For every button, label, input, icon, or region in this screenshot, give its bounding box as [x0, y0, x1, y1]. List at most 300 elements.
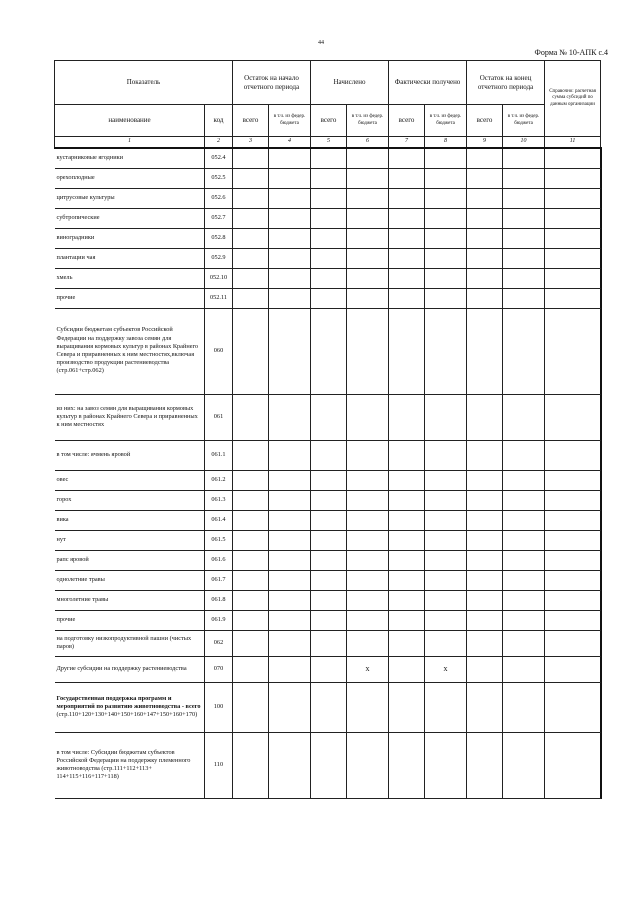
row-code: 061.5 — [205, 530, 233, 550]
received-header: Фактически получено — [389, 61, 467, 105]
value-cell — [233, 682, 269, 732]
value-cell — [347, 208, 389, 228]
value-cell — [389, 470, 425, 490]
row-name — [55, 208, 205, 228]
value-cell — [311, 510, 347, 530]
value-cell — [389, 268, 425, 288]
value-cell — [425, 208, 467, 228]
value-cell — [347, 610, 389, 630]
value-cell — [503, 530, 545, 550]
column-number: 5 — [311, 137, 347, 149]
value-cell — [311, 188, 347, 208]
value-cell — [347, 248, 389, 268]
value-cell — [467, 288, 503, 308]
value-cell — [347, 148, 389, 168]
value-cell — [503, 510, 545, 530]
value-cell — [233, 440, 269, 470]
value-cell — [233, 732, 269, 798]
total-header: всего — [389, 105, 425, 137]
value-cell — [389, 288, 425, 308]
row-name-text: прочие — [56, 293, 76, 301]
value-cell — [545, 530, 601, 550]
row-name-text: в том числе: Субсидии бюджетам субъектов Российской Федерации на поддержку племенного животноводства (стр.111+112+113+ 114+115+116+117+118) — [56, 748, 191, 781]
value-cell — [347, 590, 389, 610]
value-cell — [311, 550, 347, 570]
value-cell — [347, 308, 389, 394]
value-cell — [233, 268, 269, 288]
value-cell — [425, 440, 467, 470]
value-cell — [269, 168, 311, 188]
value-cell — [503, 630, 545, 656]
row-name — [55, 440, 205, 470]
row-name-text: рапс яровой — [56, 555, 89, 563]
value-cell — [467, 188, 503, 208]
row-name — [55, 490, 205, 510]
value-cell — [311, 208, 347, 228]
value-cell — [233, 228, 269, 248]
value-cell — [503, 228, 545, 248]
row-name — [55, 732, 205, 798]
value-cell — [233, 394, 269, 440]
value-cell — [311, 732, 347, 798]
row-name-text: виноградники — [56, 233, 95, 241]
value-cell — [503, 440, 545, 470]
value-cell — [545, 394, 601, 440]
row-code: 052.10 — [205, 268, 233, 288]
value-cell — [503, 590, 545, 610]
row-name-text: цитрусовые культуры — [56, 193, 115, 201]
row-code: 052.5 — [205, 168, 233, 188]
value-cell — [545, 268, 601, 288]
value-cell — [467, 610, 503, 630]
value-cell — [347, 288, 389, 308]
value-cell — [269, 188, 311, 208]
table-row — [55, 288, 601, 308]
row-name — [55, 228, 205, 248]
row-name-text: плантации чая — [56, 253, 96, 261]
row-name-text: Другие субсидии на поддержку растениеводства — [56, 664, 187, 672]
value-cell — [503, 682, 545, 732]
row-name-text: в том числе: ячмень яровой — [56, 450, 131, 458]
value-cell — [269, 656, 311, 682]
value-cell — [389, 550, 425, 570]
value-cell — [503, 288, 545, 308]
value-cell — [389, 208, 425, 228]
value-cell — [269, 590, 311, 610]
row-code: 061.6 — [205, 550, 233, 570]
value-cell — [269, 630, 311, 656]
value-cell — [389, 610, 425, 630]
reference-header: Справочно: расчетная сумма субсидий по данным организации — [545, 61, 601, 137]
row-name — [55, 148, 205, 168]
report-table — [54, 60, 602, 799]
total-header: всего — [311, 105, 347, 137]
table-row — [55, 208, 601, 228]
row-name — [55, 470, 205, 490]
value-cell — [311, 530, 347, 550]
row-code: 061.3 — [205, 490, 233, 510]
federal-header: в т.ч. из федер. бюджета — [425, 105, 467, 137]
value-cell — [503, 490, 545, 510]
row-name — [55, 288, 205, 308]
value-cell — [311, 288, 347, 308]
federal-header: в т.ч. из федер. бюджета — [347, 105, 389, 137]
value-cell — [425, 682, 467, 732]
row-name-text: кустарниковые ягодники — [56, 154, 124, 162]
row-name-text: горох — [56, 495, 72, 503]
value-cell — [311, 148, 347, 168]
value-cell — [545, 228, 601, 248]
value-cell — [269, 148, 311, 168]
column-number-row — [55, 137, 601, 149]
value-cell — [425, 490, 467, 510]
value-cell — [503, 550, 545, 570]
value-cell — [233, 530, 269, 550]
value-cell — [545, 168, 601, 188]
value-cell — [467, 208, 503, 228]
row-name-text: однолетние травы — [56, 575, 105, 583]
row-name-text: орехоплодные — [56, 173, 95, 181]
value-cell — [425, 268, 467, 288]
value-cell — [545, 682, 601, 732]
value-cell — [389, 530, 425, 550]
value-cell — [269, 490, 311, 510]
value-cell — [233, 308, 269, 394]
value-cell — [269, 248, 311, 268]
value-cell — [269, 268, 311, 288]
value-cell — [389, 732, 425, 798]
value-cell — [347, 394, 389, 440]
value-cell — [545, 732, 601, 798]
value-cell — [545, 656, 601, 682]
value-cell — [389, 148, 425, 168]
row-code: 061.4 — [205, 510, 233, 530]
value-cell — [311, 228, 347, 248]
value-cell — [467, 308, 503, 394]
value-cell — [545, 490, 601, 510]
column-number: 7 — [389, 137, 425, 149]
value-cell — [425, 188, 467, 208]
value-cell — [467, 550, 503, 570]
value-cell — [347, 530, 389, 550]
closing-balance-header: Остаток на конец отчетного периода — [467, 61, 545, 105]
value-cell — [545, 470, 601, 490]
value-cell — [233, 490, 269, 510]
table-row — [55, 732, 601, 798]
value-cell — [311, 394, 347, 440]
value-cell — [503, 208, 545, 228]
name-header: наименование — [55, 105, 205, 137]
value-cell — [467, 682, 503, 732]
value-cell — [425, 510, 467, 530]
value-cell — [425, 168, 467, 188]
value-cell — [233, 248, 269, 268]
value-cell — [425, 228, 467, 248]
value-cell — [467, 656, 503, 682]
value-cell — [425, 248, 467, 268]
value-cell — [467, 530, 503, 550]
value-cell — [233, 288, 269, 308]
value-cell — [233, 590, 269, 610]
row-name-text: из них: на завоз семян для выращивания кормовых культур в районах Крайнего Севера и приравненных к ним местностях — [56, 404, 198, 429]
row-name — [55, 248, 205, 268]
value-cell — [467, 490, 503, 510]
row-code: 052.11 — [205, 288, 233, 308]
form-title: Форма № 10-АПК с.4 — [534, 48, 608, 57]
value-cell — [269, 394, 311, 440]
value-cell — [233, 168, 269, 188]
federal-header: в т.ч. из федер. бюджета — [269, 105, 311, 137]
row-name — [55, 682, 205, 732]
column-number: 4 — [269, 137, 311, 149]
value-cell — [389, 630, 425, 656]
value-cell — [269, 732, 311, 798]
value-cell — [347, 570, 389, 590]
value-cell — [389, 228, 425, 248]
value-cell — [545, 308, 601, 394]
value-cell — [347, 440, 389, 470]
row-code: 100 — [205, 682, 233, 732]
value-cell — [389, 682, 425, 732]
row-code: 052.4 — [205, 148, 233, 168]
value-cell — [467, 394, 503, 440]
accrued-header: Начислено — [311, 61, 389, 105]
value-cell — [467, 732, 503, 798]
row-name-text: вика — [56, 515, 69, 523]
table-row — [55, 550, 601, 570]
row-code: 052.7 — [205, 208, 233, 228]
row-code: 052.8 — [205, 228, 233, 248]
indicator-header: Показатель — [55, 61, 233, 105]
value-cell — [233, 510, 269, 530]
value-cell — [311, 268, 347, 288]
value-cell — [545, 630, 601, 656]
value-cell — [269, 682, 311, 732]
row-name — [55, 610, 205, 630]
value-cell — [467, 470, 503, 490]
value-cell — [425, 394, 467, 440]
table-row — [55, 590, 601, 610]
table-row — [55, 570, 601, 590]
value-cell — [347, 228, 389, 248]
table-row — [55, 268, 601, 288]
table-row — [55, 394, 601, 440]
value-cell — [545, 610, 601, 630]
value-cell — [503, 470, 545, 490]
value-cell — [467, 268, 503, 288]
row-code: 070 — [205, 656, 233, 682]
value-cell — [269, 308, 311, 394]
value-cell — [311, 656, 347, 682]
column-number: 8 — [425, 137, 467, 149]
row-code: 060 — [205, 308, 233, 394]
value-cell — [425, 630, 467, 656]
row-name-text: на подготовку низкопродуктивной пашни (чистых паров) — [56, 634, 192, 650]
value-cell — [425, 308, 467, 394]
table-row — [55, 610, 601, 630]
table-row — [55, 440, 601, 470]
value-cell — [389, 188, 425, 208]
value-cell — [425, 550, 467, 570]
value-cell — [269, 610, 311, 630]
value-cell — [503, 248, 545, 268]
value-cell — [233, 550, 269, 570]
row-name — [55, 630, 205, 656]
value-cell — [389, 570, 425, 590]
value-cell — [425, 530, 467, 550]
value-cell — [389, 248, 425, 268]
table-row — [55, 308, 601, 394]
code-header: код — [205, 105, 233, 137]
row-name — [55, 656, 205, 682]
value-cell — [233, 208, 269, 228]
value-cell — [269, 228, 311, 248]
row-name-text: (стр.110+120+130+140+150+160+147+150+160+170) — [56, 711, 198, 719]
row-name — [55, 530, 205, 550]
value-cell — [503, 570, 545, 590]
value-cell — [545, 570, 601, 590]
value-cell — [389, 440, 425, 470]
value-cell — [545, 248, 601, 268]
value-cell — [269, 510, 311, 530]
value-cell — [425, 570, 467, 590]
value-cell — [311, 630, 347, 656]
table-row — [55, 682, 601, 732]
table-row — [55, 630, 601, 656]
value-cell — [545, 288, 601, 308]
value-cell — [233, 470, 269, 490]
value-cell — [269, 470, 311, 490]
table-row — [55, 490, 601, 510]
row-name-text: прочие — [56, 615, 76, 623]
value-cell — [389, 308, 425, 394]
value-cell — [503, 168, 545, 188]
row-name — [55, 570, 205, 590]
table-row — [55, 148, 601, 168]
value-cell — [233, 188, 269, 208]
value-cell — [425, 288, 467, 308]
value-cell — [467, 510, 503, 530]
page-number: 44 — [318, 40, 324, 46]
row-code: 110 — [205, 732, 233, 798]
value-cell — [269, 570, 311, 590]
column-number: 3 — [233, 137, 269, 149]
column-number: 6 — [347, 137, 389, 149]
row-name-bold: Государственная поддержка программ и мероприятий по развитию животноводства - всего — [56, 694, 201, 710]
value-cell — [467, 440, 503, 470]
value-cell — [311, 590, 347, 610]
value-cell — [311, 610, 347, 630]
value-cell — [233, 570, 269, 590]
value-cell — [467, 228, 503, 248]
value-cell — [233, 148, 269, 168]
total-header: всего — [233, 105, 269, 137]
table-row — [55, 188, 601, 208]
value-cell — [347, 510, 389, 530]
row-name-text: нут — [56, 535, 66, 543]
row-code: 061.2 — [205, 470, 233, 490]
value-cell — [467, 148, 503, 168]
value-cell — [503, 308, 545, 394]
value-cell — [311, 682, 347, 732]
row-name-text: субтропические — [56, 213, 100, 221]
total-header: всего — [467, 105, 503, 137]
value-cell — [467, 630, 503, 656]
value-cell — [269, 440, 311, 470]
value-cell — [347, 168, 389, 188]
value-cell — [545, 208, 601, 228]
value-cell — [467, 590, 503, 610]
table-row — [55, 248, 601, 268]
value-cell: x — [347, 656, 389, 682]
value-cell — [545, 148, 601, 168]
row-name — [55, 510, 205, 530]
row-code: 052.9 — [205, 248, 233, 268]
column-number: 10 — [503, 137, 545, 149]
value-cell — [269, 288, 311, 308]
row-name-text: хмель — [56, 273, 73, 281]
row-name-text: овес — [56, 475, 69, 483]
column-number: 1 — [55, 137, 205, 149]
value-cell — [425, 148, 467, 168]
value-cell — [347, 550, 389, 570]
row-name — [55, 550, 205, 570]
value-cell — [311, 570, 347, 590]
table-row — [55, 470, 601, 490]
row-name — [55, 590, 205, 610]
value-cell — [347, 732, 389, 798]
row-name-text: Субсидии бюджетам субъектов Российской Федерации на поддержку завоза семян для выращивания кормовых культур в районах Крайнего Севера и приравненных к ним местностях,включая производство продукции растениеводства (стр.061+стр.062) — [56, 326, 199, 375]
federal-header: в т.ч. из федер. бюджета — [503, 105, 545, 137]
row-name — [55, 394, 205, 440]
value-cell — [347, 682, 389, 732]
value-cell — [425, 470, 467, 490]
value-cell — [503, 610, 545, 630]
value-cell — [311, 470, 347, 490]
opening-balance-header: Остаток на начало отчетного периода — [233, 61, 311, 105]
table-row — [55, 168, 601, 188]
row-code: 052.6 — [205, 188, 233, 208]
value-cell — [467, 248, 503, 268]
value-cell — [347, 188, 389, 208]
value-cell — [503, 394, 545, 440]
table-row — [55, 228, 601, 248]
value-cell — [503, 656, 545, 682]
value-cell — [269, 550, 311, 570]
table-row — [55, 510, 601, 530]
row-name — [55, 268, 205, 288]
value-cell — [545, 510, 601, 530]
value-cell — [389, 510, 425, 530]
value-cell — [347, 490, 389, 510]
value-cell — [233, 656, 269, 682]
value-cell — [311, 440, 347, 470]
value-cell — [545, 188, 601, 208]
value-cell — [545, 440, 601, 470]
value-cell — [503, 148, 545, 168]
row-name — [55, 308, 205, 394]
row-code: 061.9 — [205, 610, 233, 630]
value-cell — [545, 590, 601, 610]
value-cell — [269, 530, 311, 550]
row-code: 061.1 — [205, 440, 233, 470]
row-name — [55, 188, 205, 208]
value-cell — [503, 188, 545, 208]
value-cell — [425, 590, 467, 610]
value-cell — [311, 308, 347, 394]
value-cell — [269, 208, 311, 228]
row-code: 062 — [205, 630, 233, 656]
